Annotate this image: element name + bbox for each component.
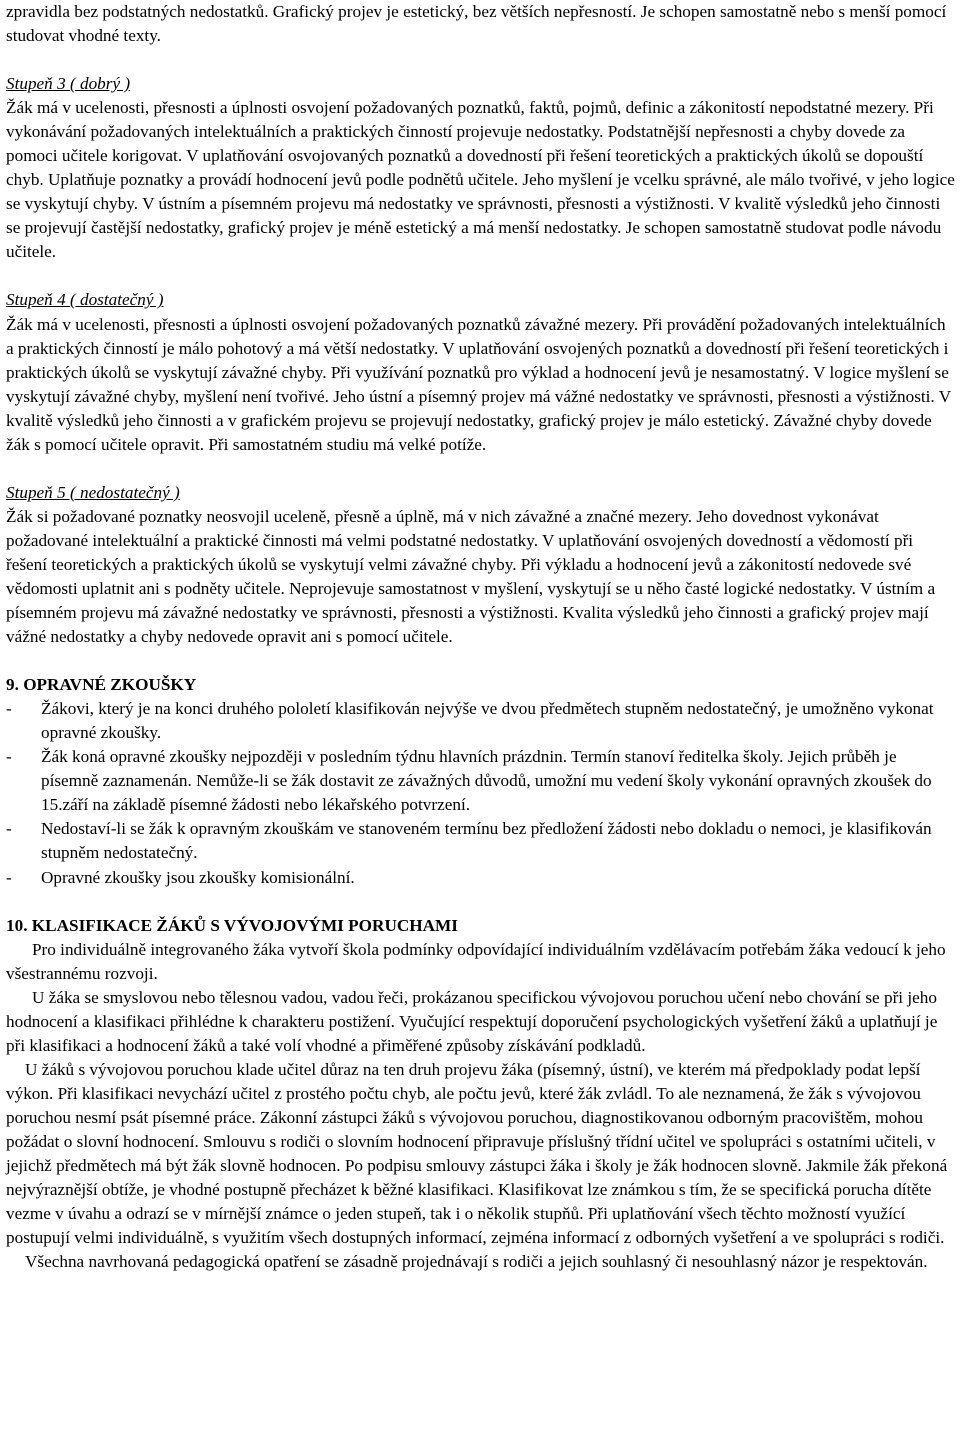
dash-bullet: -: [6, 747, 12, 767]
stupen-5-title: Stupeň 5 ( nedostatečný ): [6, 482, 180, 502]
list-item: [6, 866, 957, 890]
section-9-heading: 9. OPRAVNÉ ZKOUŠKY: [6, 675, 197, 695]
list-item-text: Opravné zkoušky jsou zkoušky komisionální.: [41, 867, 355, 887]
list-item: [6, 817, 957, 865]
list-item-text: Žákovi, který je na konci druhého pololetí klasifikován nejvýše ve dvou předmětech stupněm nedostatečný, je umožněno vykonat opravné zkoušky.: [41, 699, 934, 743]
section-opravne-zkousky: [6, 673, 957, 889]
section-10-heading: 10. KLASIFIKACE ŽÁKŮ S VÝVOJOVÝMI PORUCHAMI: [6, 915, 458, 935]
section-10-paragraph-3: U žáků s vývojovou poruchou klade učitel důraz na ten druh projevu žáka (písemný, ústní), ve kterém má předpoklady podat lepší výkon. Při klasifikaci nevychází učitel z prostého počtu chyb, ale počtu jevů, které žák zvládl. To ale neznamená, že žák s vývojovou poruchou nesmí psát písemné práce. Zákonní zástupci žáků s vývojovou poruchou, diagnostikovanou odborným pracovištěm, mohou požádat o slovní hodnocení. Smlouvu s rodiči o slovním hodnocení připravuje příslušný třídní učitel ve spolupráci s ostatními učiteli, v jejichž předmětech má být žák slovně hodnocen. Po podpisu smlouvy zástupci žáka i školy je žák hodnocen slovně. Jakmile žák překoná nejvýraznější obtíže, je vhodné postupně přecházet k běžné klasifikaci. Klasifikovat lze známkou s tím, že se specifická porucha dítěte vezme v úvahu a odrazí se v mírnější známce o jeden stupeň, tak i o několik stupňů. Při uplatňování všech těchto možností využící postupují velmi individuálně, s využitím všech dostupných informací, zejména informací z odborných vyšetření a ve spolupráci s rodiči.: [6, 1059, 948, 1248]
paragraph-intro-tail: zpravidla bez podstatných nedostatků. Grafický projev je estetický, bez větších nepřesností. Je schopen samostatně nebo s menší pomocí studovat vhodné texty.: [6, 2, 947, 46]
section-klasifikace-poruchy: [6, 914, 957, 1275]
list-item: [6, 745, 957, 817]
stupen-4-text: Žák má v ucelenosti, přesnosti a úplnosti osvojení požadovaných poznatků závažné mezery. Při provádění požadovaných intelektuálních a praktických činností je málo pohotový a má větší nedostatky. V uplatňování osvojených poznatků a dovedností při řešení teoretických i praktických úkolů se vyskytují závažné chyby. Při využívání poznatků pro výklad a hodnocení jevů je nesamostatný. V logice myšlení se vyskytují závažné chyby, myšlení není tvořivé. Jeho ústní a písemný projev má vážné nedostatky ve správnosti, přesnosti a výstižnosti. V kvalitě výsledků jeho činnosti a v grafickém projevu se projevují nedostatky, grafický projev je málo estetický. Závažné chyby dovede žák s pomocí učitele opravit. Při samostatném studiu má velké potíže.: [6, 314, 951, 454]
dash-bullet: -: [6, 699, 12, 719]
stupen-3-text: Žák má v ucelenosti, přesnosti a úplnosti osvojení požadovaných poznatků, faktů, pojmů, definic a zákonitostí nepodstatné mezery. Při vykonávání požadovaných intelektuálních a praktických činností projevuje nedostatky. Podstatnější nepřesnosti a chyby dovede za pomoci učitele korigovat. V uplatňování osvojovaných poznatků a dovedností při řešení teoretických a praktických úkolů se dopouští chyb. Uplatňuje poznatky a provádí hodnocení jevů podle podnětů učitele. Jeho myšlení je vcelku správné, ale málo tvořivé, v jeho logice se vyskytují chyby. V ústním a písemném projevu má nedostatky ve správnosti, přesnosti a výstižnosti. V kvalitě výsledků jeho činnosti se projevují častější nedostatky, grafický projev je méně estetický a má menší nedostatky. Je schopen samostatně studovat podle návodu učitele.: [6, 98, 955, 262]
dash-bullet: -: [6, 819, 12, 839]
stupen-4-title: Stupeň 4 ( dostatečný ): [6, 290, 164, 310]
section-stupen-3: [6, 72, 957, 264]
opravne-zkousky-list: [6, 697, 957, 889]
section-10-paragraph-2: U žáka se smyslovou nebo tělesnou vadou, vadou řeči, prokázanou specifickou vývojovou poruchou učení nebo chování se při jeho hodnocení a klasifikaci přihlédne k charakteru postižení. Vyučující respektují doporučení psychologických vyšetření žáků a uplatňují je při klasifikaci a hodnocení žáků a také volí vhodné a přiměřené způsoby získávání podkladů.: [6, 987, 938, 1055]
stupen-5-text: Žák si požadované poznatky neosvojil uceleně, přesně a úplně, má v nich závažné a značné mezery. Jeho dovednost vykonávat požadované intelektuální a praktické činnosti má velmi podstatné nedostatky. V uplatňování osvojených dovedností a vědomostí při řešení teoretických a praktických úkolů se vyskytují velmi závažné chyby. Při výkladu a hodnocení jevů a zákonitostí nedovede své vědomosti uplatnit ani s podněty učitele. Neprojevuje samostatnost v myšlení, vyskytují se u něho časté logické nedostatky. V ústním a písemném projevu má závažné nedostatky ve správnosti, přesnosti a výstižnosti. Kvalita výsledků jeho činnosti a grafický projev mají vážné nedostatky a chyby nedovede opravit ani s pomocí učitele.: [6, 506, 936, 647]
section-10-paragraph-1: Pro individuálně integrovaného žáka vytvoří škola podmínky odpovídající individuálním vzdělávacím potřebám žáka vedoucí k jeho všestrannému rozvoji.: [6, 939, 946, 983]
section-10-paragraph-4: Všechna navrhovaná pedagogická opatření se zásadně projednávají s rodiči a jejich souhlasný či nesouhlasný názor je respektován.: [25, 1252, 928, 1272]
stupen-3-title: Stupeň 3 ( dobrý ): [6, 74, 131, 94]
dash-bullet: -: [6, 867, 12, 887]
list-item-text: Žák koná opravné zkoušky nejpozději v posledním týdnu hlavních prázdnin. Termín stanoví ředitelka školy. Jejich průběh je písemně zaznamenán. Nemůže-li se žák dostavit ze závažných důvodů, umožní mu vedení školy vykonání opravných zkoušek do 15.září na základě písemné žádosti nebo lékařského potvrzení.: [41, 747, 932, 815]
list-item-text: Nedostaví-li se žák k opravným zkouškám ve stanoveném termínu bez předložení žádosti nebo dokladu o nemoci, je klasifikován stupněm nedostatečný.: [41, 819, 932, 863]
list-item: [6, 697, 957, 745]
section-stupen-5: [6, 481, 957, 649]
section-stupen-4: [6, 288, 957, 456]
